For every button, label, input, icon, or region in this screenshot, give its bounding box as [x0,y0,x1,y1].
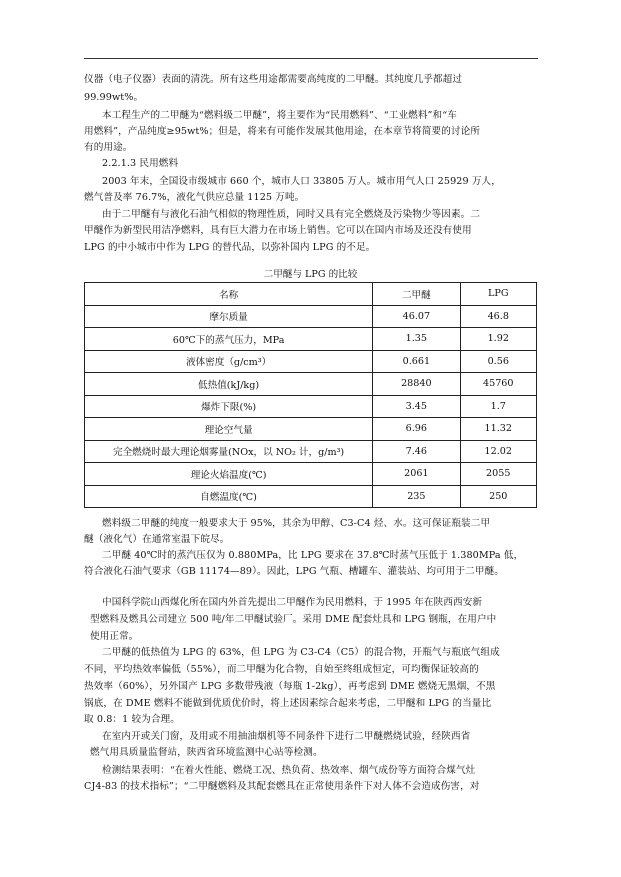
table-row [85,395,537,418]
text-line: 二甲醚的低热值为 LPG 的 63%，但 LPG 为 C3-C4（C5）的混合物，开瓶气与瓶底气组成 [102,647,500,658]
text-line: CJ4-83 的技术指标”；“二甲醚燃料及其配套燃具在正常使用条件下对人体不会造成伤害，对 [84,781,480,792]
table-cell: 250 [460,485,536,508]
table-row [85,485,537,508]
text-line: 燃气用具质量监督站，陕西省环境监测中心站等检测。 [90,747,323,758]
text-line: 符合液化石油气要求（GB 11174—89）。因此，LPG 气瓶、槽罐车、灌装站、均可用于二甲醚。 [84,566,504,577]
table-cell: 7.46 [373,440,460,463]
text-line: 燃料级二甲醚的纯度一般要求大于 95%，其余为甲醇、C3-C4 烃、水。这可保证瓶装二甲 [102,518,491,529]
table-row [85,440,537,463]
header-cell: 二甲醚 [373,283,460,306]
table-row [85,463,537,486]
table-cell: 完全燃烧时最大理论烟雾量(NOx，以 NO₂ 计，g/m³) [85,440,373,463]
table-cell: 11.32 [460,418,536,441]
text-line: 仪器（电子仪器）表面的清洗。所有这些用途都需要高纯度的二甲醚。其纯度几乎都超过 [84,74,463,85]
table-cell: 低热值(kJ/kg) [85,373,373,396]
text-line: 用燃料”，产品纯度≥95wt%；但是，将来有可能作发展其他用途，在本章节将简要的讨论所 [84,126,481,137]
table-cell: 0.56 [460,350,536,373]
table-cell: 理论空气量 [85,418,373,441]
table-cell: 12.02 [460,440,536,463]
table-cell: 摩尔质量 [85,305,373,328]
text-line: 在室内开或关门窗，及用或不用抽油烟机等不同条件下进行二甲醚燃烧试验，经陕西省 [102,731,471,742]
text-line: 2003 年末，全国设市级城市 660 个，城市人口 33805 万人。城市用气人口 25929 万人， [102,176,501,187]
text-line: 热效率（60%），另外国产 LPG 多数带残液（每瓶 1-2kg），再考虑到 DME 燃烧无黑烟，不黑 [84,681,496,692]
table-row [85,328,537,351]
table-header-row [85,283,537,306]
table-cell: 60℃下的蒸气压力，MPa [85,328,373,351]
text-line: 中国科学院山西煤化所在国内外首先提出二甲醚作为民用燃料，于 1995 年在陕西西安新 [102,597,483,608]
text-line: 醚（液化气）在通常室温下皖尽。 [84,534,230,545]
header-rule [84,58,538,59]
table-cell: 46.8 [460,305,536,328]
text-line: 锅底，在 DME 燃料不能做到优质优价时，将上述因素综合起来考虑，二甲醚和 LPG 的当量比 [84,698,492,709]
text-line: 本工程生产的二甲醚为“燃料级二甲醚”，将主要作为“民用燃料”、“工业燃料”和“车 [102,110,457,121]
table-cell: 6.96 [373,418,460,441]
table-row [85,305,537,328]
text-line: 由于二甲醚有与液化石油气相似的物理性质，同时又具有完全燃烧及污染物少等因素。二 [102,209,481,220]
table-cell: 理论火焰温度(℃) [85,463,373,486]
table-cell: 28840 [373,373,460,396]
table-row [85,373,537,396]
table-cell: 自燃温度(℃) [85,485,373,508]
table-cell: 3.45 [373,395,460,418]
table-cell: 0.661 [373,350,460,373]
table-cell: 235 [373,485,460,508]
table-cell: 46.07 [373,305,460,328]
table-cell: 2055 [460,463,536,486]
table-cell: 液体密度（g/cm³） [85,350,373,373]
comparison-table [84,282,537,508]
text-line: 取 0.8：1 较为合理。 [84,714,180,725]
table-row [85,418,537,441]
text-line: 燃气普及率 76.7%，液化气供应总量 1125 万吨。 [84,192,305,203]
text-line: 有的用途。 [84,142,133,153]
text-line: 使用正常。 [90,631,139,642]
table-cell: 45760 [460,373,536,396]
text-line: 不同，平均热效率偏低（55%），而二甲醚为化合物，自始至终组成恒定，可均衡保证较高的 [84,664,479,675]
table-cell: 1.92 [460,328,536,351]
text-line: 二甲醚 40℃时的蒸汽压仅为 0.880MPa，比 LPG 要求在 37.8℃时蒸气压低于 1.380MPa 低， [102,550,524,561]
table-cell: 爆炸下限(%) [85,395,373,418]
section-heading: 2.2.1.3 民用燃料 [102,158,179,169]
table-row [85,350,537,373]
table-caption: 二甲醚与 LPG 的比较 [263,269,358,280]
text-line: 甲醚作为新型民用洁净燃料，具有巨大潜力在市场上销售。它可以在国内市场及还没有使用 [84,225,472,236]
text-line: 检测结果表明：“在着火性能、燃烧工况、热负荷、热效率、烟气成份等方面符合煤气灶 [102,765,476,776]
header-cell: 名称 [85,283,373,306]
text-line: 99.99wt%。 [84,92,144,103]
text-line: LPG 的中小城市中作为 LPG 的替代品，以弥补国内 LPG 的不足。 [84,242,376,253]
table-cell: 1.35 [373,328,460,351]
header-cell: LPG [460,283,536,306]
text-line: 型燃料及燃具公司建立 500 吨/年二甲醚试验厂。采用 DME 配套灶具和 LPG 钢瓶，在用户中 [90,614,497,625]
table-cell: 1.7 [460,395,536,418]
table-cell: 2061 [373,463,460,486]
